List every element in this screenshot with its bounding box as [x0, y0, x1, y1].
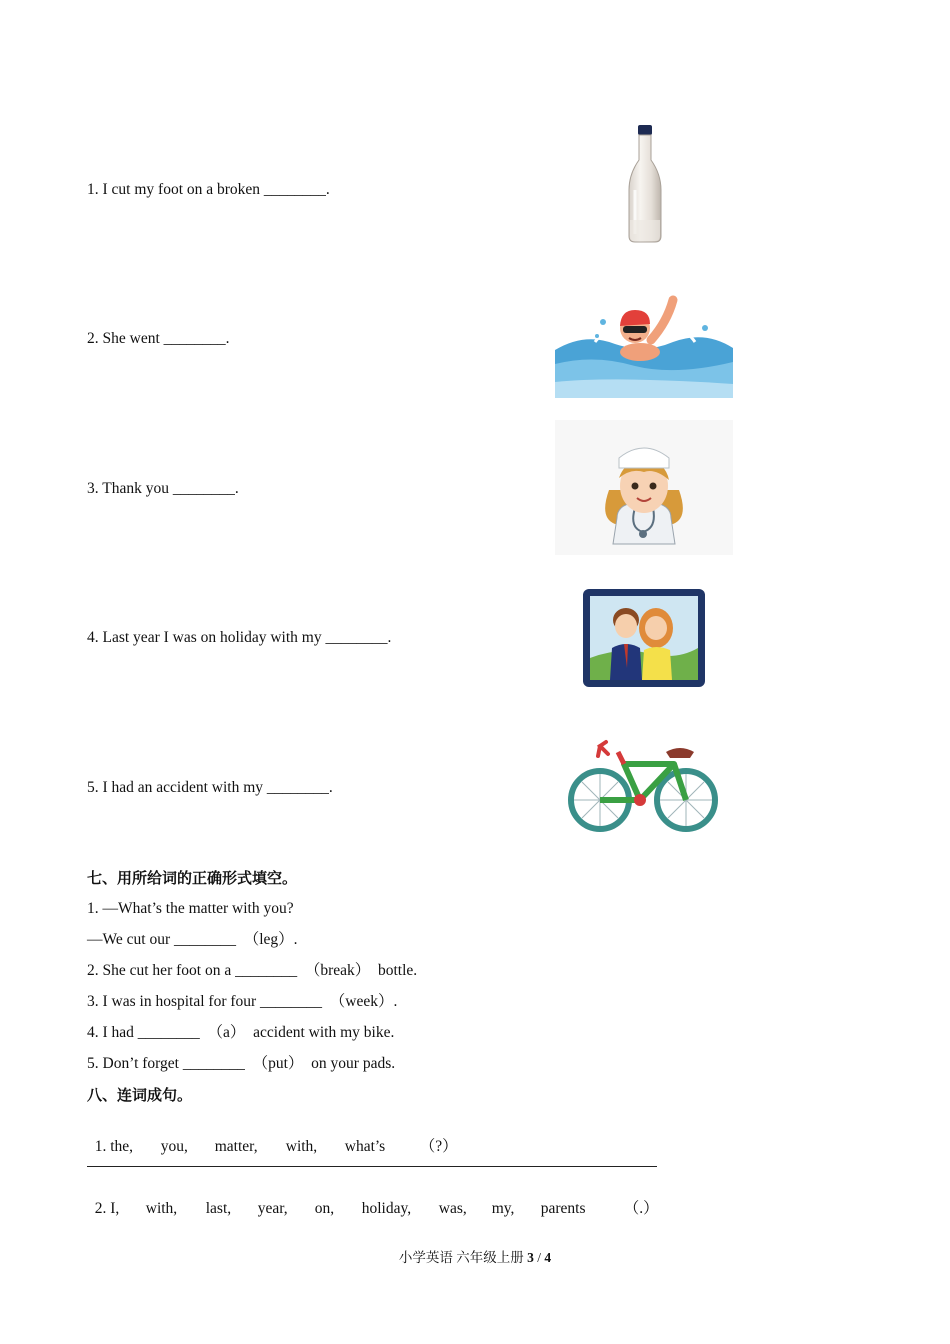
word: 1. the, — [94, 1138, 134, 1155]
word: year, — [257, 1200, 288, 1217]
page-separator: / — [533, 1250, 545, 1265]
section-7-line: 2. She cut her foot on a ________ （break） bottle. — [87, 962, 418, 979]
section-7-line: 5. Don’t forget ________ （put） on your pads. — [87, 1055, 396, 1072]
word: （.） — [623, 1200, 659, 1217]
word: with, — [145, 1200, 178, 1217]
picture-question-5: 5. I had an accident with my ________. — [87, 779, 333, 796]
section-7-line: 4. I had ________ （a） accident with my bike. — [87, 1024, 395, 1041]
parents-picture-icon — [582, 588, 706, 688]
answer-line[interactable] — [87, 1166, 657, 1167]
section-7-line: 1. —What’s the matter with you? — [87, 900, 294, 917]
word: on, — [314, 1200, 335, 1217]
bottle-icon — [615, 118, 675, 250]
picture-question-3: 3. Thank you ________. — [87, 480, 239, 497]
section-7-line: —We cut our ________ （leg）. — [87, 931, 298, 948]
swimmer-icon — [555, 292, 733, 398]
picture-question-4: 4. Last year I was on holiday with my ________. — [87, 629, 392, 646]
word-order-question-2 — [87, 1179, 659, 1219]
word: parents — [540, 1200, 586, 1217]
word: holiday, — [361, 1200, 412, 1217]
word: （?） — [419, 1138, 458, 1155]
section-7-heading: 七、用所给词的正确形式填空。 — [87, 869, 298, 887]
word: what’s — [344, 1138, 386, 1155]
word-order-question-1 — [87, 1117, 458, 1157]
picture-question-1: 1. I cut my foot on a broken ________. — [87, 181, 330, 198]
section-7-line: 3. I was in hospital for four ________ （week）. — [87, 993, 398, 1010]
word: you, — [160, 1138, 188, 1155]
section-8-heading: 八、连词成句。 — [87, 1086, 193, 1104]
page-total: 4 — [544, 1250, 552, 1265]
footer-label: 小学英语 六年级上册 — [398, 1250, 524, 1265]
word: my, — [491, 1200, 515, 1217]
page-number: 3 — [527, 1250, 534, 1265]
bicycle-icon — [566, 738, 720, 834]
word: with, — [285, 1138, 318, 1155]
word: matter, — [214, 1138, 258, 1155]
word: 2. I, — [94, 1200, 120, 1217]
picture-question-2: 2. She went ________. — [87, 330, 230, 347]
nurse-icon — [555, 420, 733, 555]
page-footer — [0, 1246, 950, 1266]
word: was, — [438, 1200, 467, 1217]
word: last, — [205, 1200, 232, 1217]
